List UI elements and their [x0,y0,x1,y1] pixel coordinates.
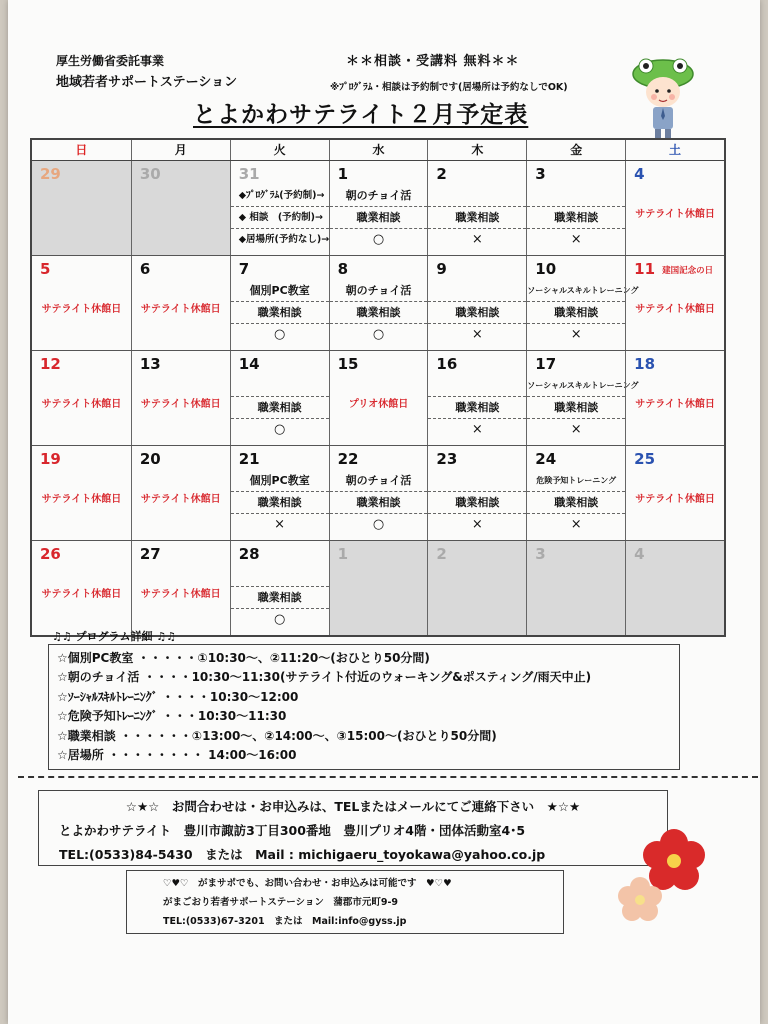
pink-plum-flower-icon [612,874,668,926]
day-number: 3 [535,165,546,183]
schedule-slots [231,565,329,631]
calendar-day-cell [131,446,230,540]
schedule-slots [231,470,329,536]
day-number: 31 [238,165,260,183]
calendar-day-cell [230,256,329,350]
program-line-ibasho: ☆居場所 ・・・・・・・・ 14:00～16:00 [57,748,297,763]
calendar-day-cell [526,541,625,635]
day-number: 2 [436,545,447,563]
day-number: 4 [634,165,645,183]
schedule-slots [527,185,625,251]
day-number: 4 [634,545,645,563]
schedule-slot: 朝のチョイ活 [330,185,428,207]
calendar-day-cell [131,541,230,635]
program-line-consult: ☆職業相談 ・・・・・・①13:00～、②14:00～、③15:00～(おひとり50分間) [57,728,497,743]
calendar-day-cell [329,256,428,350]
calendar-day-cell [329,351,428,445]
schedule-slots [428,470,526,536]
day-number: 5 [40,260,51,278]
schedule-slot: 職業相談 [330,302,428,324]
day-number: 15 [337,355,359,373]
schedule-slot: 朝のチョイ活 [330,470,428,492]
ministry-line: 厚生労働省委託事業 [56,54,165,68]
day-number: 26 [40,545,61,563]
schedule-slots [428,280,526,346]
day-number: 27 [139,545,161,563]
calendar-day-cell [230,541,329,635]
ibasho-closed-mark: × [570,517,582,532]
day-number: 3 [535,545,546,563]
day-number: 8 [337,260,348,278]
closed-day-label: サテライト休館日 [41,494,122,505]
schedule-slots [428,185,526,251]
day-number: 28 [238,545,260,563]
ibasho-open-mark: ○ [273,612,286,627]
calendar-day-cell [32,541,131,635]
ibasho-open-mark: ○ [372,232,385,247]
weekday-sun: 日 [75,143,88,157]
schedule-slot [231,565,329,587]
closed-day-label: サテライト休館日 [41,399,122,410]
calendar-day-cell [625,256,724,350]
schedule-slot: 職業相談 [428,302,526,324]
schedule-slot: 職業相談 [428,207,526,229]
day-number: 2 [436,165,447,183]
day-number: 25 [634,450,656,468]
ibasho-closed-mark: × [471,327,483,342]
program-line-pc: ☆個別PC教室 ・・・・・①10:30～、②11:20～(おひとり50分間) [57,651,430,665]
day-number: 14 [238,355,260,373]
ibasho-closed-mark: × [471,422,483,437]
weekday-sat: 土 [625,140,724,160]
calendar-day-cell [32,351,131,445]
program-line-kyt: ☆危険予知ﾄﾚｰﾆﾝｸﾞ ・・・10:30～11:30 [57,709,287,724]
calendar-week [32,161,724,256]
gamagori-intro: ♡♥♡ がまサポでも、お問い合わせ・お申込みは可能です ♥♡♥ [163,878,452,889]
schedule-slot: ◆居場所(予約なし)→ [238,234,330,245]
weekday-mon: 月 [131,140,230,160]
schedule-slot: 職業相談 [330,207,428,229]
gamagori-contact-box [126,870,564,934]
day-number: 20 [139,450,161,468]
closed-day-label: サテライト休館日 [635,494,715,505]
calendar-day-cell [625,446,724,540]
schedule-slot [231,375,329,397]
ibasho-open-mark: ○ [372,517,385,532]
closed-day-label: サテライト休館日 [41,304,122,315]
calendar-day-cell [230,161,329,255]
day-number: 17 [535,355,557,373]
weekday-fri: 金 [526,140,625,160]
schedule-sheet [8,0,760,1024]
program-details-box [48,644,680,770]
schedule-slots [330,185,428,251]
calendar-grid [30,138,726,637]
calendar-day-cell [131,161,230,255]
weekday-wed: 水 [329,140,428,160]
holiday-name: 建国記念の日 [662,266,714,276]
schedule-slots [330,280,428,346]
schedule-slot: 職業相談 [330,492,428,514]
schedule-slots [428,375,526,441]
day-number: 29 [40,165,61,183]
schedule-slot: 個別PC教室 [231,280,329,302]
calendar-day-cell [427,256,526,350]
day-number: 7 [238,260,250,278]
contact-box [38,790,668,866]
dashed-divider [18,776,758,778]
calendar-day-cell [329,446,428,540]
calendar-day-cell [329,161,428,255]
day-number: 11 [634,260,656,278]
ibasho-open-mark: ○ [273,422,286,437]
frog-mascot-icon [628,56,698,140]
calendar-day-cell [230,446,329,540]
calendar-day-cell [427,446,526,540]
schedule-slot: 職業相談 [527,397,625,419]
calendar-day-cell [625,161,724,255]
program-details-title: ♫♫ プログラム詳細 ♫♫ [52,630,176,643]
schedule-slots [527,375,639,441]
gamagori-phone-mail: TEL:(0533)67-3201 または Mail:info@gyss.jp [163,916,407,927]
closed-day-label: サテライト休館日 [140,494,221,505]
closed-day-label: サテライト休館日 [41,589,122,600]
ibasho-closed-mark: × [570,422,582,437]
calendar-week [32,446,724,541]
closed-day-label: サテライト休館日 [140,399,221,410]
schedule-slot: 職業相談 [527,207,625,229]
ibasho-closed-mark: × [471,517,483,532]
schedule-slot: 危険予知トレーニング [527,470,625,492]
calendar-week [32,256,724,351]
day-number: 30 [139,165,161,183]
day-number: 6 [139,260,151,278]
schedule-slot: 個別PC教室 [231,470,329,492]
schedule-slot: 職業相談 [231,587,329,609]
closed-day-label: サテライト休館日 [635,304,715,315]
schedule-slot: 朝のチョイ活 [330,280,428,302]
schedule-slots [527,470,625,536]
schedule-slot: 職業相談 [527,302,625,324]
calendar-day-cell [32,446,131,540]
weekday-header [32,140,724,161]
calendar-day-cell [131,256,230,350]
calendar-day-cell [625,541,724,635]
calendar-day-cell [526,256,639,350]
calendar-day-cell [32,256,131,350]
schedule-slot: 職業相談 [428,492,526,514]
ibasho-closed-mark: × [570,232,582,247]
calendar-day-cell [526,161,625,255]
free-notice: ＊＊相談・受講料 無料＊＊ [346,54,520,69]
page-title: とよかわサテライト２月予定表 [193,102,529,128]
calendar-week [32,541,724,635]
calendar-day-cell [230,351,329,445]
closed-day-label: プリオ休館日 [348,399,409,410]
schedule-slots [527,280,639,346]
calendar-day-cell [32,161,131,255]
reservation-notice: ※ﾌﾟﾛｸﾞﾗﾑ・相談は予約制です(居場所は予約なしでOK) [330,82,568,93]
schedule-slot: 職業相談 [428,397,526,419]
calendar-day-cell [329,541,428,635]
schedule-slots [231,375,329,441]
ibasho-closed-mark: × [570,327,582,342]
schedule-slots [231,280,329,346]
day-number: 19 [40,450,61,468]
day-number: 24 [535,450,557,468]
day-number: 10 [535,260,557,278]
schedule-slot [428,375,526,397]
day-number: 12 [40,355,61,373]
schedule-slot [428,280,526,302]
day-number: 1 [337,545,348,563]
schedule-slot: 職業相談 [527,492,625,514]
weekday-thu: 木 [427,140,526,160]
calendar-weeks [32,161,724,635]
calendar-day-cell [526,351,639,445]
gamagori-address: がまごおり若者サポートステーション 蒲郡市元町9-9 [163,897,398,908]
ibasho-closed-mark: × [471,232,483,247]
contact-address: とよかわサテライト 豊川市諏訪3丁目300番地 豊川プリオ4階・団体活動室4･5 [59,823,526,838]
organization-header [56,50,237,94]
schedule-slots [231,185,329,251]
calendar-week [32,351,724,446]
day-number: 1 [337,165,348,183]
schedule-slot: ◆ﾌﾟﾛｸﾞﾗﾑ(予約制)→ [231,185,329,207]
closed-day-label: サテライト休館日 [635,399,715,410]
program-line-choi: ☆朝のチョイ活 ・・・・10:30～11:30(サテライト付近のウォーキング&ポスティング/雨天中止) [57,670,592,685]
notice-header [330,50,568,93]
contact-intro: ☆★☆ お問合わせは・お申込みは、TELまたはメールにてご連絡下さい ★☆★ [125,799,581,814]
calendar-day-cell [625,351,724,445]
calendar-day-cell [427,351,526,445]
closed-day-label: サテライト休館日 [635,209,715,220]
ibasho-open-mark: ○ [372,327,385,342]
calendar-day-cell [526,446,625,540]
schedule-slot [428,470,526,492]
ibasho-closed-mark: × [274,517,286,532]
schedule-slot [428,185,526,207]
closed-day-label: サテライト休館日 [140,589,221,600]
day-number: 21 [238,450,260,468]
schedule-slots [330,470,428,536]
program-line-sst: ☆ｿｰｼｬﾙｽｷﾙﾄﾚｰﾆﾝｸﾞ ・・・・10:30～12:00 [57,689,299,704]
calendar-day-cell [427,161,526,255]
calendar-day-cell [131,351,230,445]
day-number: 16 [436,355,458,373]
day-number: 9 [436,260,447,278]
day-number: 13 [139,355,161,373]
day-number: 23 [436,450,458,468]
ibasho-open-mark: ○ [273,327,286,342]
schedule-slot [527,185,625,207]
schedule-slot: ◆ 相談 (予約制)→ [231,207,329,229]
schedule-slot: ソーシャルスキルトレーニング [527,375,625,397]
schedule-slot: 職業相談 [231,302,329,324]
weekday-tue: 火 [230,140,329,160]
schedule-slot: ソーシャルスキルトレーニング [527,280,625,302]
closed-day-label: サテライト休館日 [140,304,221,315]
contact-phone-mail: TEL:(0533)84-5430 または Mail : michigaeru_toyokawa@yahoo.co.jp [59,847,546,862]
schedule-slot: 職業相談 [231,397,329,419]
support-station-line: 地域若者サポートステーション [56,75,238,90]
calendar-day-cell [427,541,526,635]
schedule-slot: 職業相談 [231,492,329,514]
day-number: 18 [634,355,656,373]
day-number: 22 [337,450,359,468]
